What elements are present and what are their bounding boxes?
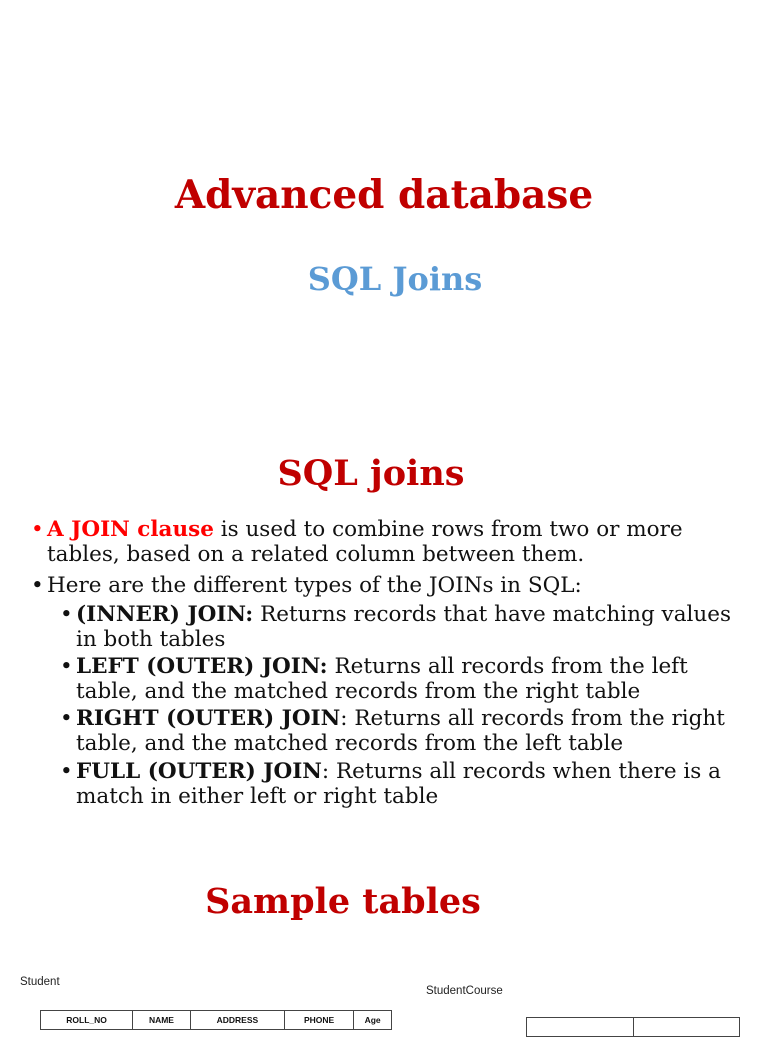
- studentcourse-table: [526, 1017, 740, 1037]
- bullet-dot-icon: •: [60, 654, 73, 679]
- inner-join-text: Returns records that have matching values in both tables: [76, 602, 732, 652]
- studentcourse-table-caption: StudentCourse: [426, 985, 503, 997]
- slide-title: Advanced database: [174, 172, 594, 218]
- left-join-term: LEFT (OUTER) JOIN:: [76, 654, 328, 679]
- bullet-dot-icon: •: [60, 706, 73, 731]
- table-header-cell: Age: [354, 1011, 392, 1030]
- sub-bullet-full-join: [60, 759, 766, 809]
- sub-bullet-inner-join: [60, 602, 756, 652]
- student-table: [40, 1010, 392, 1030]
- bullet-dot-icon: •: [31, 573, 44, 598]
- sub-bullet-right-join: [60, 706, 756, 756]
- full-join-text: : Returns all records when there is a match in either left or right table: [76, 759, 721, 809]
- table-header-cell: [633, 1018, 740, 1037]
- table-header-row: [527, 1018, 740, 1037]
- right-join-text: : Returns all records from the right table, and the matched records from the left table: [76, 706, 725, 756]
- inner-join-term: (INNER) JOIN:: [76, 602, 254, 627]
- table-header-cell: ADDRESS: [190, 1011, 284, 1030]
- table-header-cell: PHONE: [285, 1011, 354, 1030]
- bullet-join-clause: [31, 517, 747, 567]
- slide-subtitle: SQL Joins: [307, 260, 483, 298]
- joins-heading: SQL joins: [277, 453, 465, 494]
- table-header-row: [41, 1011, 392, 1030]
- bullet-dot-icon: •: [60, 759, 73, 784]
- right-join-term: RIGHT (OUTER) JOIN: [76, 706, 341, 731]
- bullet-dot-icon: •: [31, 517, 44, 542]
- left-join-text: Returns all records from the left table, and the matched records from the right table: [76, 654, 688, 704]
- table-header-cell: NAME: [133, 1011, 191, 1030]
- bullet-join-types-intro: [31, 573, 747, 599]
- join-clause-term: A JOIN clause: [47, 517, 214, 542]
- table-header-cell: [527, 1018, 634, 1037]
- full-join-term: FULL (OUTER) JOIN: [76, 759, 322, 784]
- join-clause-text: is used to combine rows from two or more tables, based on a related column between them.: [47, 517, 683, 567]
- sub-bullet-left-join: [60, 654, 756, 704]
- join-types-intro-text: Here are the different types of the JOINs in SQL:: [47, 573, 582, 598]
- sample-tables-heading: Sample tables: [205, 881, 481, 922]
- student-table-caption: Student: [20, 976, 60, 988]
- table-header-cell: ROLL_NO: [41, 1011, 133, 1030]
- bullet-dot-icon: •: [60, 602, 73, 627]
